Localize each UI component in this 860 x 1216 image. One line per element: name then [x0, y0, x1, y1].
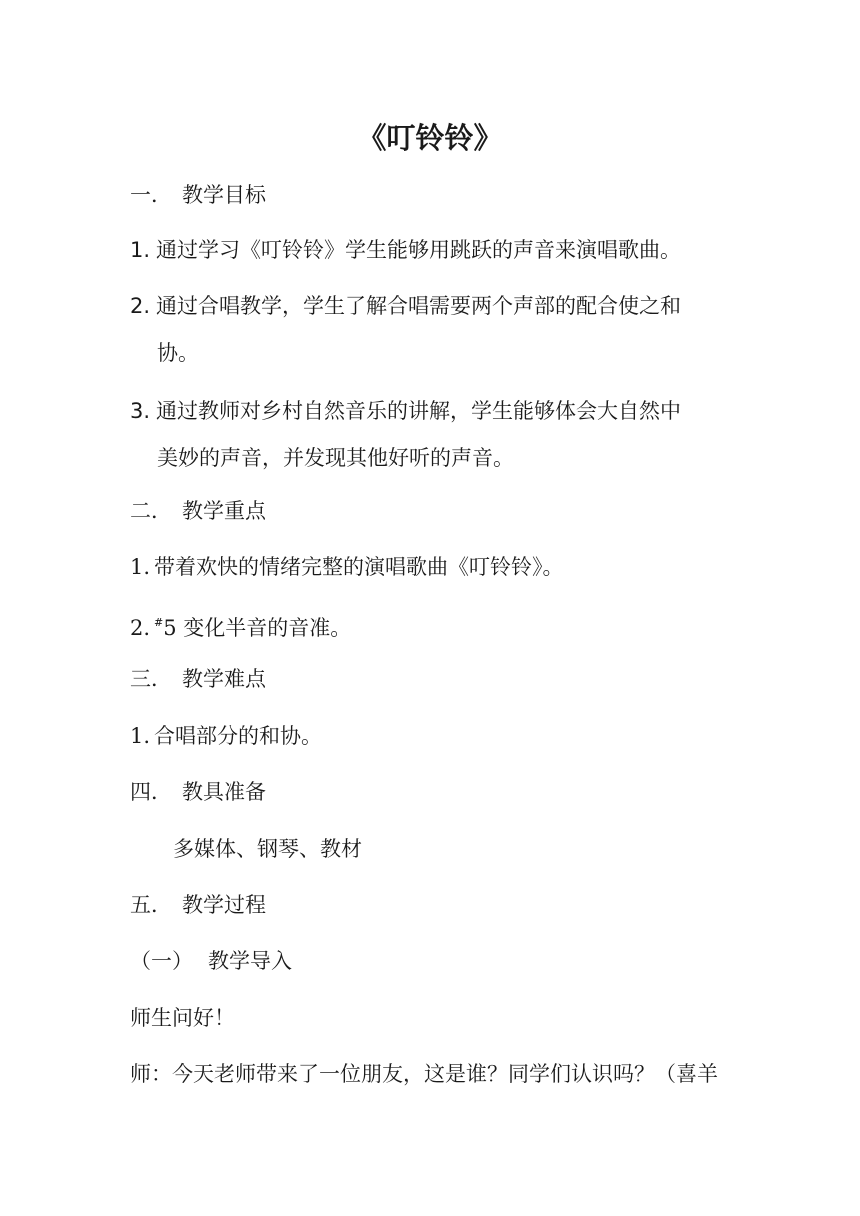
key-point-2 — [130, 609, 351, 642]
subsection-number: （一） — [130, 949, 193, 973]
goal-item-1 — [130, 236, 681, 264]
key-point-number: 1. — [130, 555, 151, 579]
goal-number: 1. — [130, 238, 151, 262]
section-heading-materials — [130, 778, 266, 806]
goal-number: 2. — [130, 294, 151, 318]
section-heading-goals — [130, 181, 266, 209]
goal-text: 通过学习《叮铃铃》学生能够用跳跃的声音来演唱歌曲。 — [156, 238, 682, 262]
section-heading-process — [130, 891, 266, 919]
section-label: 教学目标 — [182, 183, 266, 207]
greeting-text: 师生问好！ — [130, 1006, 235, 1030]
goal-item-3 — [130, 397, 681, 425]
key-point-1 — [130, 553, 564, 581]
section-label: 教学重点 — [182, 499, 266, 523]
goal-text: 通过教师对乡村自然音乐的讲解，学生能够体会大自然中 — [156, 399, 682, 423]
section-number: 一． — [130, 183, 172, 207]
goal-item-3-continuation: 美妙的声音，并发现其他好听的声音。 — [157, 446, 514, 470]
difficulty-1 — [130, 722, 322, 750]
subsection-label: 教学导入 — [208, 949, 292, 973]
section-label: 教具准备 — [182, 780, 266, 804]
section-label: 教学难点 — [182, 667, 266, 691]
subsection-heading-intro — [130, 947, 292, 975]
section-heading-key-points — [130, 497, 266, 525]
difficulty-text: 合唱部分的和协。 — [154, 724, 323, 748]
key-point-number: 2. — [130, 616, 151, 640]
goal-number: 3. — [130, 399, 151, 423]
sharp-sign: # — [154, 616, 164, 629]
materials-text: 多媒体、钢琴、教材 — [173, 837, 362, 861]
section-number: 三． — [130, 667, 172, 691]
goal-item-2 — [130, 292, 681, 320]
section-heading-difficulties — [130, 665, 266, 693]
section-label: 教学过程 — [182, 893, 266, 917]
key-point-text: 5 变化半音的音准。 — [163, 616, 352, 640]
page-title: 《叮铃铃》 — [357, 121, 503, 155]
difficulty-number: 1. — [130, 724, 151, 748]
goal-text: 通过合唱教学，学生了解合唱需要两个声部的配合使之和 — [156, 294, 682, 318]
key-point-text: 带着欢快的情绪完整的演唱歌曲《叮铃铃》。 — [154, 555, 564, 579]
section-number: 五． — [130, 893, 172, 917]
section-number: 四． — [130, 780, 172, 804]
goal-item-2-continuation: 协。 — [157, 341, 199, 365]
section-number: 二． — [130, 499, 172, 523]
teacher-dialogue: 师：今天老师带来了一位朋友，这是谁？同学们认识吗？（喜羊 — [130, 1062, 718, 1086]
